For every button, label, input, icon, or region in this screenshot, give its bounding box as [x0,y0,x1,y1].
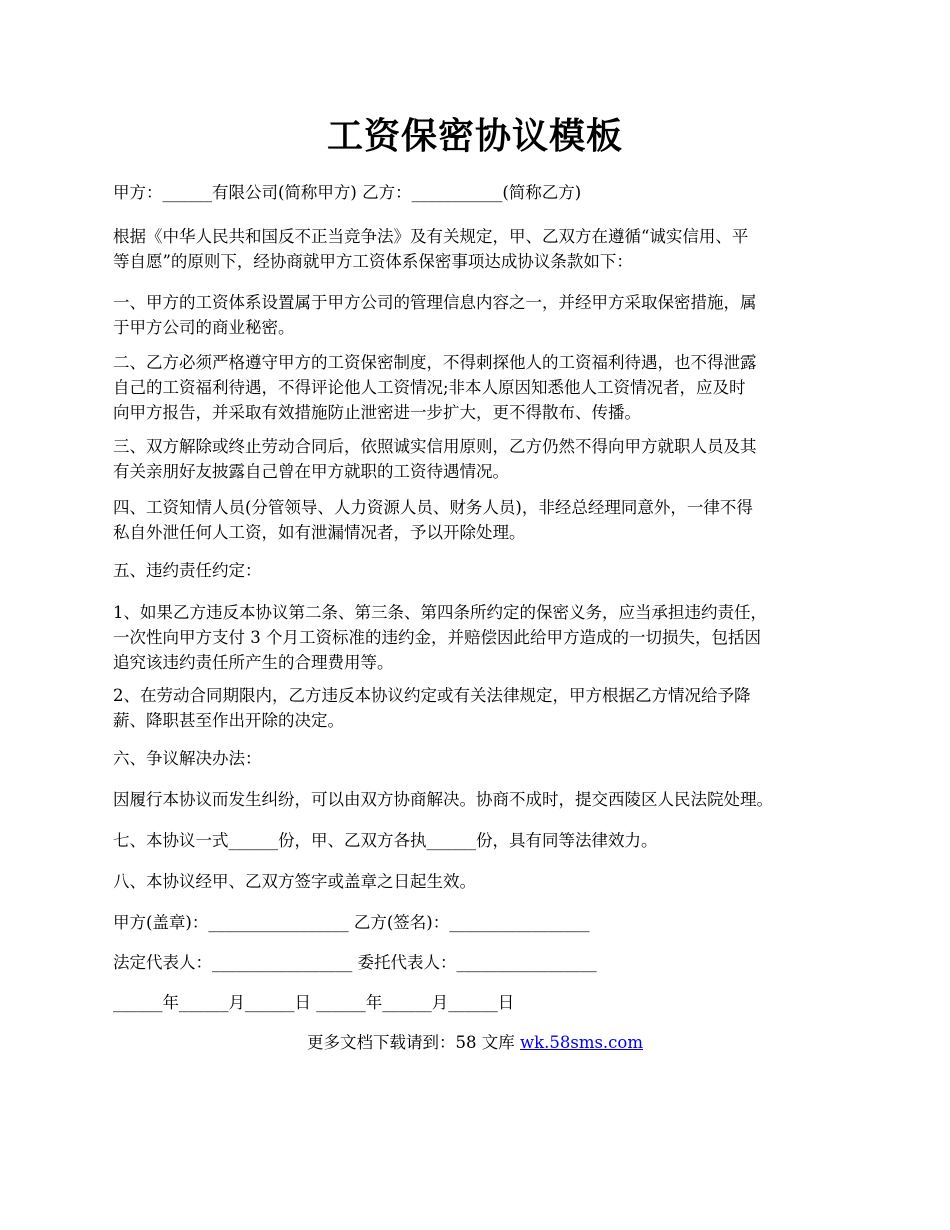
clause-line: 1、如果乙方违反本协议第二条、第三条、第四条所约定的保密义务，应当承担违约责任， [113,603,767,622]
clause-line: 2、在劳动合同期限内，乙方违反本协议约定或有关法律规定，甲方根据乙方情况给予降 [113,686,751,705]
clause-line: 自己的工资福利待遇，不得评论他人工资情况;非本人原因知悉他人工资情况者，应及时 [113,378,746,397]
clause-4 [113,495,853,545]
clause-line: 一次性向甲方支付 3 个月工资标准的违约金，并赔偿因此给甲方造成的一切损失，包括因 [113,628,761,647]
clause-8: 八、本协议经甲、乙双方签字或盖章之日起生效。 [113,872,476,891]
footer-link[interactable]: wk.58sms.com [519,1033,643,1052]
intro-line: 等自愿”的原则下，经协商就甲方工资体系保密事项达成协议条款如下： [113,252,633,271]
clause-line: 追究该违约责任所产生的合理费用等。 [113,653,394,672]
footer [0,1030,950,1055]
parties-line: 甲方：______有限公司(简称甲方) 乙方：___________(简称乙方) [113,183,582,202]
clause-7: 七、本协议一式______份，甲、乙双方各执______份，具有同等法律效力。 [113,831,658,850]
date-line: ______年______月______日 ______年______月______日 [113,993,515,1012]
signature-line-2: 法定代表人：_________________ 委托代表人：_________________ [113,953,597,972]
clause-line: 四、工资知情人员(分管领导、人力资源人员、财务人员)，非经总经理同意外，一律不得 [113,498,753,517]
clause-line: 向甲方报告，并采取有效措施防止泄密进一步扩大，更不得散布、传播。 [113,403,641,422]
clause-line: 于甲方公司的商业秘密。 [113,318,295,337]
footer-text: 更多文档下载请到：58 文库 [306,1033,520,1052]
clause-line: 薪、降职甚至作出开除的决定。 [113,711,344,730]
document-title: 工资保密协议模板 [326,115,623,157]
clause-2 [113,350,853,425]
clause-line: 一、甲方的工资体系设置属于甲方公司的管理信息内容之一，并经甲方采取保密措施，属 [113,293,757,312]
clause-6-heading: 六、争议解决办法： [113,749,262,768]
clause-line: 私自外泄任何人工资，如有泄漏情况者，予以开除处理。 [113,523,526,542]
clause-6-text: 因履行本协议而发生纠纷，可以由双方协商解决。协商不成时，提交西陵区人民法院处理。 [113,790,773,809]
clause-5-item-2 [113,683,853,733]
intro-paragraph [113,224,853,274]
clause-5-item-1 [113,600,853,675]
clause-line: 有关亲朋好友披露自己曾在甲方就职的工资待遇情况。 [113,462,509,481]
clause-line: 二、乙方必须严格遵守甲方的工资保密制度，不得刺探他人的工资福利待遇，也不得泄露 [113,353,757,372]
clause-line: 三、双方解除或终止劳动合同后，依照诚实信用原则，乙方仍然不得向甲方就职人员及其 [113,437,757,456]
clause-5-heading: 五、违约责任约定： [113,561,262,580]
signature-line-1: 甲方(盖章)：_________________ 乙方(签名)：_________________ [113,913,590,932]
intro-line: 根据《中华人民共和国反不正当竞争法》及有关规定，甲、乙双方在遵循“诚实信用、平 [113,227,749,246]
clause-3 [113,434,853,484]
clause-1 [113,290,853,340]
